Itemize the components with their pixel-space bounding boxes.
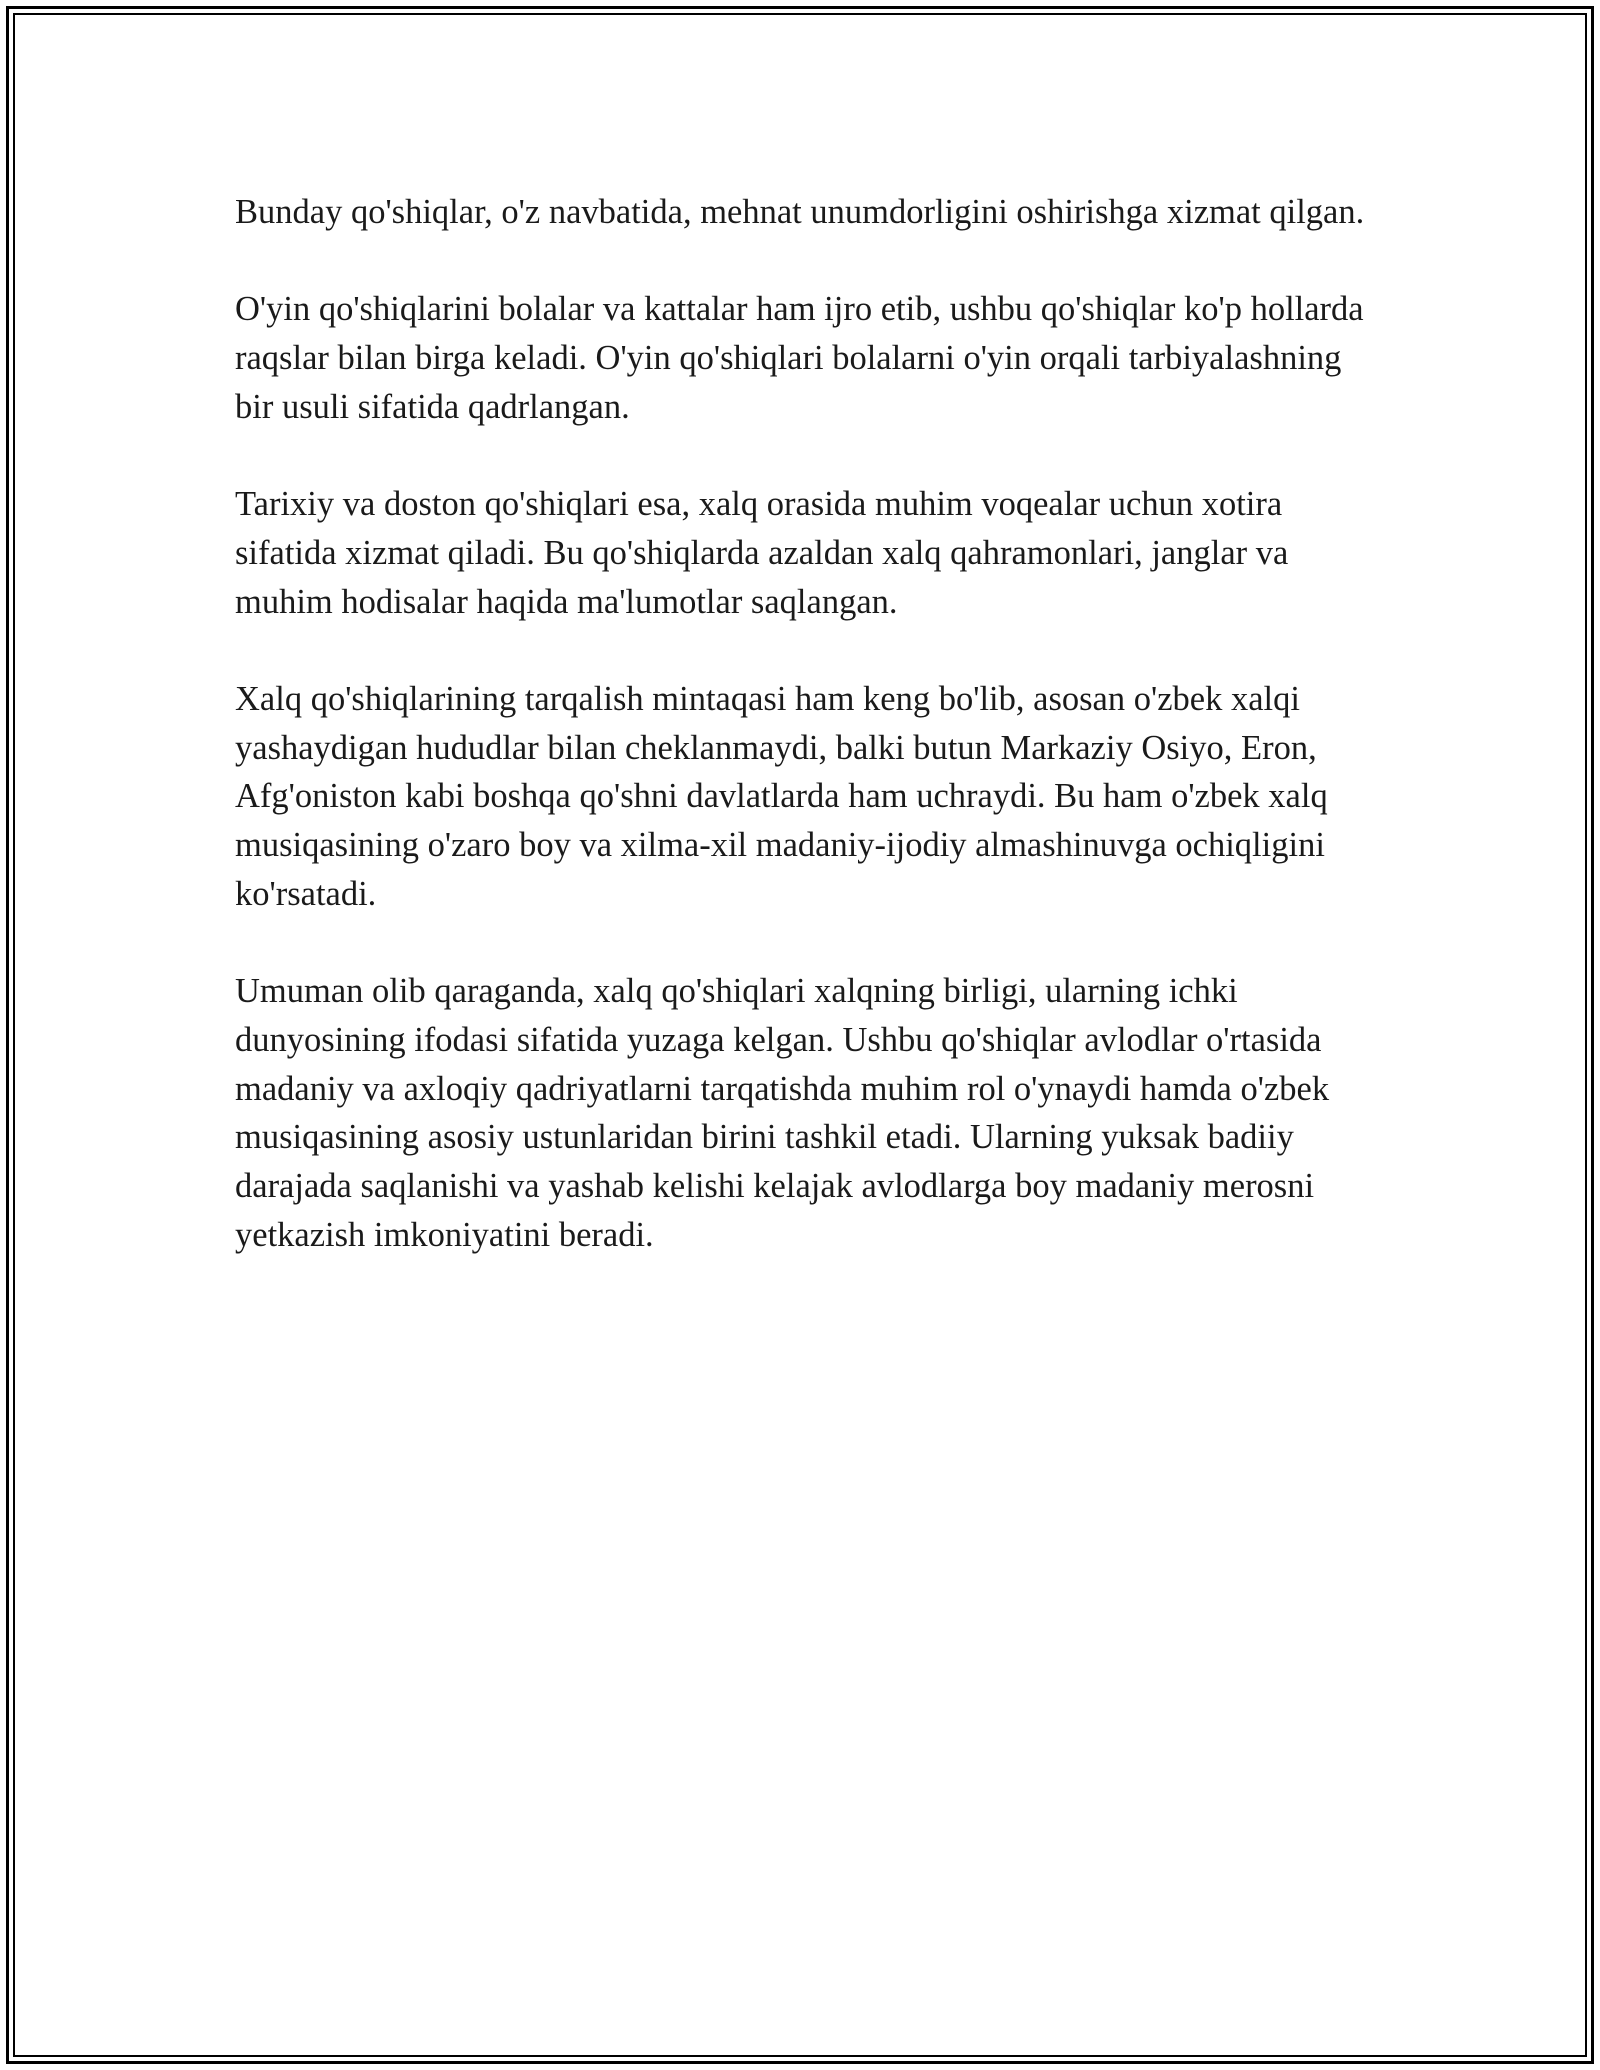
paragraph-game-songs: O'yin qo'shiqlarini bolalar va kattalar ham ijro etib, ushbu qo'shiqlar ko'p hollarda raqslar bilan birga keladi. O'yin qo'shiqlari bolalarni o'yin orqali tarbiyalashning bir usuli sifatida qadrlangan.: [235, 290, 1364, 426]
paragraph-work-songs: Bunday qo'shiqlar, o'z navbatida, mehnat unumdorligini oshirishga xizmat qilgan.: [235, 193, 1365, 231]
paragraph-distribution: Xalq qo'shiqlarining tarqalish mintaqasi ham keng bo'lib, asosan o'zbek xalqi yashaydigan hududlar bilan cheklanmaydi, balki butun Markaziy Osiyo, Eron, Afg'oniston kabi boshqa qo'shni davlatlarda ham uchraydi. Bu ham o'zbek xalq musiqasining o'zaro boy va xilma-xil madaniy-ijodiy almashinuvga ochiqligini ko'rsatadi.: [235, 679, 1328, 913]
paragraph-historical-songs: Tarixiy va doston qo'shiqlari esa, xalq orasida muhim voqealar uchun xotira sifatida xizmat qiladi. Bu qo'shiqlarda azaldan xalq qahramonlari, janglar va muhim hodisalar haqida ma'lumotlar saqlangan.: [235, 485, 1289, 621]
paragraph-conclusion: Umuman olib qaraganda, xalq qo'shiqlari xalqning birligi, ularning ichki dunyosining ifodasi sifatida yuzaga kelgan. Ushbu qo'shiqlar avlodlar o'rtasida madaniy va axloqiy qadriyatlarni tarqatishda muhim rol o'ynaydi hamda o'zbek musiqasining asosiy ustunlaridan birini tashkil etadi. Ularning yuksak badiiy darajada saqlanishi va yashab kelishi kelajak avlodlarga boy madaniy merosni yetkazish imkoniyatini beradi.: [235, 972, 1330, 1254]
document-body: [235, 188, 1375, 1308]
